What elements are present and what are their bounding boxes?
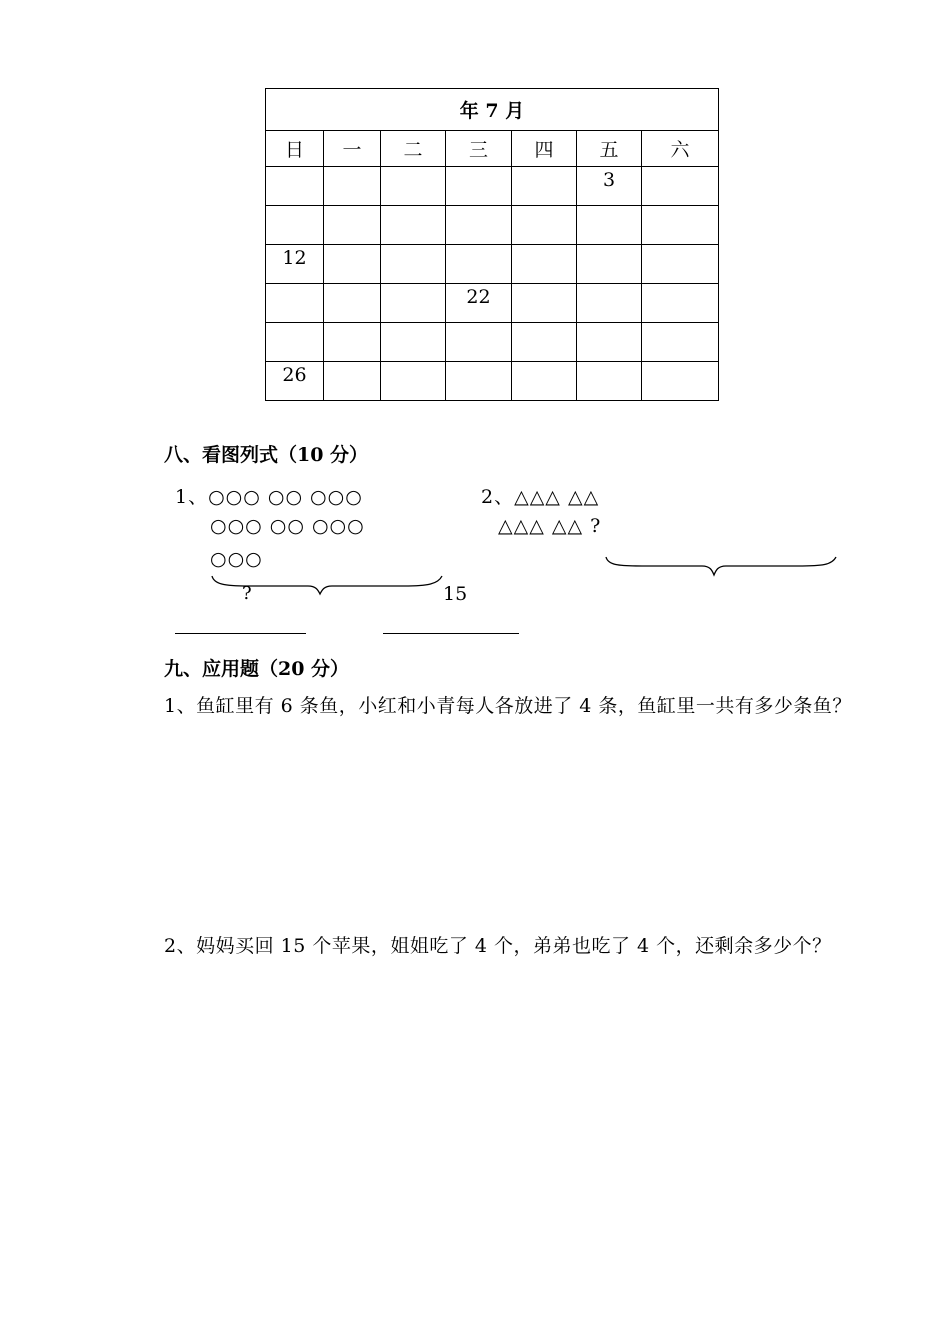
calendar-weekday-row [266,131,719,167]
day-cell[interactable] [381,206,446,245]
day-cell[interactable] [381,362,446,401]
calendar-week-row [266,323,719,362]
day-cell[interactable] [446,323,512,362]
calendar-week-row [266,362,719,401]
day-cell[interactable] [266,284,324,323]
weekday-cell: 日 [266,131,324,167]
day-cell[interactable] [324,167,381,206]
day-cell[interactable] [324,284,381,323]
day-cell[interactable] [642,245,719,284]
day-cell[interactable] [577,362,642,401]
day-cell[interactable] [642,362,719,401]
q1-circles-row1: 1、○○○ ○○ ○○○ [175,486,363,508]
day-cell[interactable] [381,167,446,206]
section9-title: 九、应用题（20 分） [164,658,350,680]
day-cell[interactable] [446,206,512,245]
day-cell[interactable] [577,206,642,245]
day-cell[interactable] [512,323,577,362]
day-cell[interactable]: 22 [446,284,512,323]
weekday-cell: 五 [577,131,642,167]
day-cell[interactable] [577,245,642,284]
q1-question-mark: ? [242,583,252,604]
day-cell[interactable] [381,284,446,323]
day-cell[interactable] [577,323,642,362]
day-cell[interactable] [266,206,324,245]
day-cell[interactable] [324,206,381,245]
day-cell[interactable] [512,206,577,245]
q1-total: 15 [443,583,468,605]
day-cell[interactable] [577,284,642,323]
q1-answer-line [175,633,306,634]
weekday-cell: 三 [446,131,512,167]
day-cell[interactable] [512,167,577,206]
weekday-cell: 四 [512,131,577,167]
day-cell[interactable] [446,362,512,401]
weekday-cell: 一 [324,131,381,167]
day-cell[interactable]: 3 [577,167,642,206]
q2-triangles-row1: 2、△△△ △△ [481,486,600,508]
q1-circles-row2: ○○○ ○○ ○○○ [210,515,365,537]
day-cell[interactable] [324,323,381,362]
section8-title: 八、看图列式（10 分） [164,444,369,466]
q2-answer-line [383,633,519,634]
day-cell[interactable] [642,167,719,206]
day-cell[interactable] [512,245,577,284]
calendar-table [265,88,719,401]
day-cell[interactable] [381,323,446,362]
day-cell[interactable] [324,245,381,284]
calendar-week-row [266,167,719,206]
q1-circles-row3: ○○○ [210,548,263,570]
day-cell[interactable] [512,284,577,323]
section9-question-2: 2、妈妈买回 15 个苹果，姐姐吃了 4 个，弟弟也吃了 4 个，还剩余多少个？ [164,935,832,957]
weekday-cell: 六 [642,131,719,167]
q2-triangles-row2: △△△ △△ ? [498,515,602,537]
day-cell[interactable] [266,167,324,206]
calendar-title: 年 7 月 [266,89,719,131]
day-cell[interactable] [381,245,446,284]
calendar-week-row [266,245,719,284]
day-cell[interactable] [446,245,512,284]
day-cell[interactable]: 26 [266,362,324,401]
day-cell[interactable] [266,323,324,362]
day-cell[interactable] [446,167,512,206]
section9-question-1: 1、鱼缸里有 6 条鱼，小红和小青每人各放进了 4 条，鱼缸里一共有多少条鱼？ [164,695,852,717]
weekday-cell: 二 [381,131,446,167]
q2-brace-icon [602,553,842,579]
day-cell[interactable]: 12 [266,245,324,284]
day-cell[interactable] [642,206,719,245]
day-cell[interactable] [642,284,719,323]
calendar-week-row [266,284,719,323]
day-cell[interactable] [324,362,381,401]
day-cell[interactable] [642,323,719,362]
day-cell[interactable] [512,362,577,401]
calendar-week-row [266,206,719,245]
